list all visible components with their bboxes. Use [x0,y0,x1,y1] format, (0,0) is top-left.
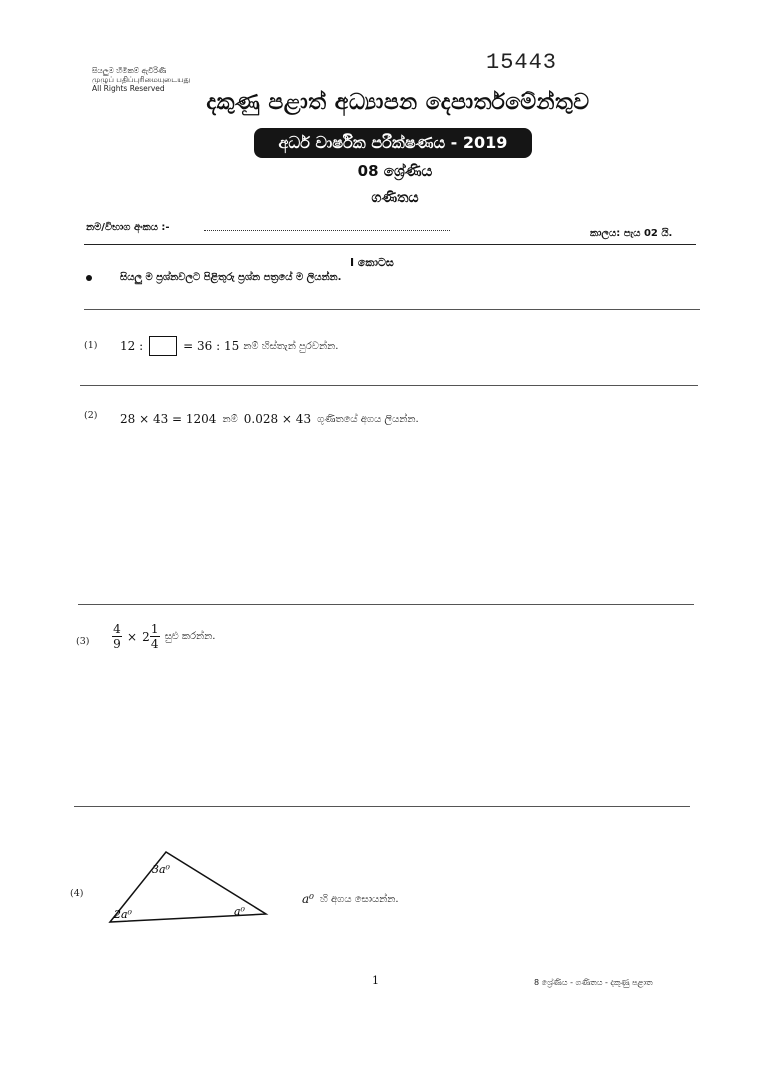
rights-notice [92,66,190,93]
question-3 [112,622,215,651]
q1-rhs: = 36 : 15 [183,339,240,353]
triangle-diagram [100,840,280,930]
angle-label-right: a⁰ [234,905,245,918]
rights-line-1: සියලුම හිමිකම් ඇවිරිණි [92,66,167,75]
mixed-number [142,622,160,651]
rights-line-2: முழுப் பதிப்புரிமையுடையது [92,75,191,84]
whole-part: 2 [142,629,150,644]
q4-variable: a⁰ [302,892,314,906]
question-4 [302,892,399,906]
times-symbol: × [127,629,138,644]
angle-label-left: 2a⁰ [114,908,132,921]
divider [74,806,690,807]
name-answer-line [204,230,450,231]
instruction-text: සියලු ම ප්‍රශ්නවලට පිළිතුරු ප්‍රශ්න පත්‍රයේ ම ලියන්න. [120,272,342,283]
question-number: (2) [84,410,98,421]
q2-expression: 28 × 43 = 1204 [120,412,217,426]
question-number: (3) [76,636,90,647]
angle-label-top: 3a⁰ [152,863,170,876]
fraction-numerator: 4 [113,622,121,636]
q3-instruction: සුළු කරන්න. [164,631,216,642]
exam-title: අර්ධ වාර්ෂික පරීක්ෂණය - 2019 [278,133,508,152]
q1-lhs: 12 : [120,339,144,353]
question-number: (1) [84,340,98,351]
fraction-1-4 [150,622,160,651]
q2-instruction: ගුණිතයේ අගය ලියන්න. [317,413,419,425]
time-allowed: කාලය: පැය 02 යි. [590,228,673,239]
footer-label: 8 ශ්‍රේණිය - ගණිතය - දකුණු පළාත [534,978,653,987]
question-1 [120,336,338,356]
part-heading: I කොටස [350,256,394,269]
divider [80,385,698,386]
divider [84,309,700,310]
question-number: (4) [70,888,84,899]
exam-banner [254,128,532,158]
fraction-denominator: 9 [113,637,121,651]
fraction-numerator: 1 [150,622,159,636]
q1-instruction: නම් හිස්තැන් පුරවන්න. [243,340,339,352]
bullet-icon [86,275,92,281]
rights-line-3: All Rights Reserved [92,84,165,93]
q2-text-1: නම් [222,413,238,425]
department-title: දකුණු පළාත් අධ්‍යාපන දෙපාර්තමේන්තුව [206,90,590,115]
page-number: 1 [372,974,379,987]
q2-expression-2: 0.028 × 43 [243,412,312,426]
fraction-4-9 [112,622,122,651]
header-divider [84,244,696,245]
q4-instruction: හි අගය සොයන්න. [319,893,399,905]
grade-title: 08 ශ්‍රේණිය [357,162,433,180]
answer-box[interactable] [149,336,177,356]
fraction-denominator: 4 [150,637,159,651]
divider [78,604,694,605]
serial-number: 15443 [486,50,558,75]
name-index-label: නම/විභාග අංකය :- [86,222,170,233]
question-2 [120,412,419,426]
subject-title: ගණිතය [371,190,419,206]
